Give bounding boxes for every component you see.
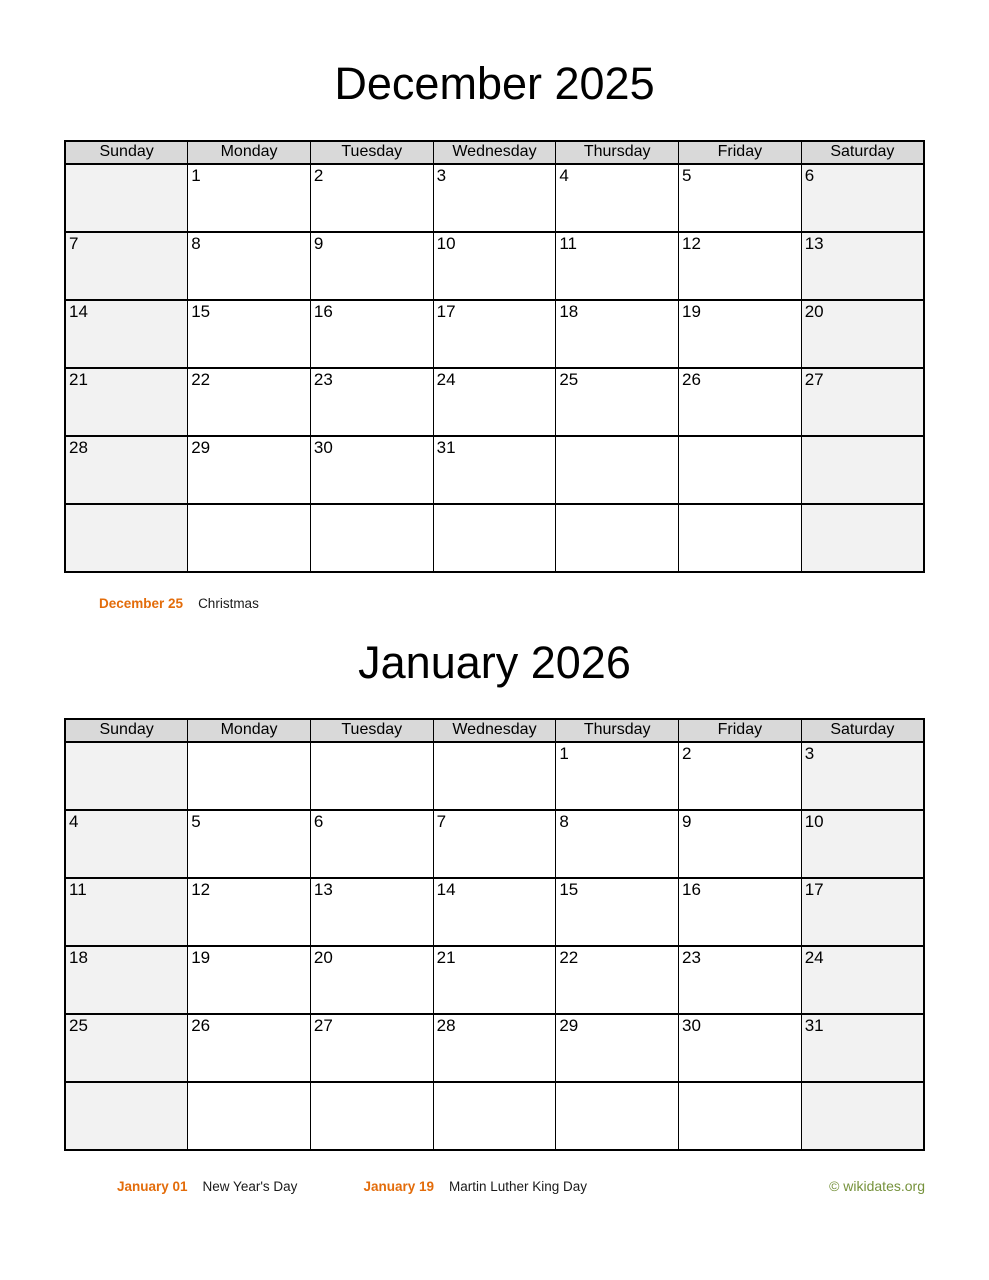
week-row — [65, 232, 924, 300]
day-cell-31: 31 — [801, 1014, 924, 1082]
week-row — [65, 878, 924, 946]
day-cell-14: 14 — [65, 300, 188, 368]
day-cell-12: 12 — [188, 878, 311, 946]
day-cell-21: 21 — [433, 946, 556, 1014]
weekday-header-row — [65, 141, 924, 164]
day-cell-10: 10 — [433, 232, 556, 300]
day-cell-3: 3 — [433, 164, 556, 232]
day-cell-30: 30 — [679, 1014, 802, 1082]
week-row — [65, 164, 924, 232]
footer — [64, 1178, 925, 1195]
day-cell-empty — [188, 1082, 311, 1150]
day-cell-27: 27 — [801, 368, 924, 436]
day-cell-8: 8 — [556, 810, 679, 878]
day-cell-empty — [801, 504, 924, 572]
weekday-header-thursday: Thursday — [556, 719, 679, 742]
week-row — [65, 742, 924, 810]
calendar-table-december — [64, 140, 925, 573]
day-cell-21: 21 — [65, 368, 188, 436]
day-cell-empty — [679, 504, 802, 572]
day-cell-31: 31 — [433, 436, 556, 504]
holiday-label-mlk-day: Martin Luther King Day — [448, 1178, 588, 1194]
day-cell-8: 8 — [188, 232, 311, 300]
day-cell-28: 28 — [433, 1014, 556, 1082]
day-cell-empty — [65, 164, 188, 232]
day-cell-14: 14 — [433, 878, 556, 946]
day-cell-16: 16 — [310, 300, 433, 368]
day-cell-empty — [65, 504, 188, 572]
holiday-notes-december — [64, 596, 925, 612]
day-cell-1: 1 — [556, 742, 679, 810]
day-cell-18: 18 — [65, 946, 188, 1014]
day-cell-2: 2 — [310, 164, 433, 232]
day-cell-1: 1 — [188, 164, 311, 232]
day-cell-23: 23 — [679, 946, 802, 1014]
day-cell-empty — [65, 1082, 188, 1150]
day-cell-3: 3 — [801, 742, 924, 810]
day-cell-19: 19 — [188, 946, 311, 1014]
day-cell-empty — [433, 742, 556, 810]
day-cell-27: 27 — [310, 1014, 433, 1082]
week-row — [65, 368, 924, 436]
day-cell-7: 7 — [433, 810, 556, 878]
day-cell-20: 20 — [310, 946, 433, 1014]
day-cell-15: 15 — [556, 878, 679, 946]
day-cell-16: 16 — [679, 878, 802, 946]
day-cell-17: 17 — [433, 300, 556, 368]
day-cell-29: 29 — [188, 436, 311, 504]
day-cell-empty — [679, 436, 802, 504]
day-cell-17: 17 — [801, 878, 924, 946]
week-row — [65, 810, 924, 878]
day-cell-empty — [188, 504, 311, 572]
day-cell-empty — [679, 1082, 802, 1150]
day-cell-23: 23 — [310, 368, 433, 436]
day-cell-7: 7 — [65, 232, 188, 300]
day-cell-empty — [801, 1082, 924, 1150]
day-cell-25: 25 — [556, 368, 679, 436]
day-cell-11: 11 — [556, 232, 679, 300]
day-cell-22: 22 — [188, 368, 311, 436]
day-cell-9: 9 — [310, 232, 433, 300]
week-row — [65, 1082, 924, 1150]
day-cell-13: 13 — [310, 878, 433, 946]
day-cell-11: 11 — [65, 878, 188, 946]
day-cell-empty — [188, 742, 311, 810]
holiday-label-christmas: Christmas — [198, 596, 259, 612]
week-row — [65, 300, 924, 368]
holiday-date-mlk-day: January 19 — [363, 1178, 434, 1194]
day-cell-empty — [556, 1082, 679, 1150]
day-cell-6: 6 — [310, 810, 433, 878]
day-cell-5: 5 — [188, 810, 311, 878]
day-cell-13: 13 — [801, 232, 924, 300]
day-cell-12: 12 — [679, 232, 802, 300]
week-row — [65, 504, 924, 572]
wikidates-copyright: © wikidates.org — [829, 1177, 925, 1194]
day-cell-28: 28 — [65, 436, 188, 504]
day-cell-empty — [433, 1082, 556, 1150]
weekday-header-saturday: Saturday — [801, 141, 924, 164]
month-title-december: December 2025 — [334, 58, 655, 109]
weekday-header-friday: Friday — [679, 141, 802, 164]
day-cell-10: 10 — [801, 810, 924, 878]
holiday-date-christmas: December 25 — [99, 596, 184, 612]
day-cell-9: 9 — [679, 810, 802, 878]
weekday-header-monday: Monday — [188, 719, 311, 742]
day-cell-25: 25 — [65, 1014, 188, 1082]
calendar-table-january — [64, 718, 925, 1151]
month-section-december-2025 — [64, 60, 925, 612]
day-cell-26: 26 — [679, 368, 802, 436]
day-cell-19: 19 — [679, 300, 802, 368]
holiday-label-new-years-day: New Year's Day — [202, 1178, 298, 1194]
day-cell-5: 5 — [679, 164, 802, 232]
weekday-header-tuesday: Tuesday — [310, 719, 433, 742]
weekday-header-wednesday: Wednesday — [433, 141, 556, 164]
day-cell-4: 4 — [556, 164, 679, 232]
weekday-header-thursday: Thursday — [556, 141, 679, 164]
day-cell-2: 2 — [679, 742, 802, 810]
day-cell-30: 30 — [310, 436, 433, 504]
day-cell-empty — [310, 1082, 433, 1150]
weekday-header-tuesday: Tuesday — [310, 141, 433, 164]
day-cell-4: 4 — [65, 810, 188, 878]
day-cell-18: 18 — [556, 300, 679, 368]
week-row — [65, 1014, 924, 1082]
day-cell-26: 26 — [188, 1014, 311, 1082]
week-row — [65, 436, 924, 504]
weekday-header-saturday: Saturday — [801, 719, 924, 742]
calendar-page — [0, 60, 989, 1280]
weekday-header-friday: Friday — [679, 719, 802, 742]
weekday-header-sunday: Sunday — [65, 141, 188, 164]
day-cell-24: 24 — [801, 946, 924, 1014]
month-title-january: January 2026 — [358, 637, 631, 689]
day-cell-22: 22 — [556, 946, 679, 1014]
day-cell-15: 15 — [188, 300, 311, 368]
holiday-date-new-years-day: January 01 — [117, 1178, 188, 1194]
day-cell-empty — [556, 436, 679, 504]
day-cell-empty — [65, 742, 188, 810]
weekday-header-row — [65, 719, 924, 742]
day-cell-29: 29 — [556, 1014, 679, 1082]
day-cell-empty — [801, 436, 924, 504]
weekday-header-wednesday: Wednesday — [433, 719, 556, 742]
day-cell-empty — [556, 504, 679, 572]
month-section-january-2026 — [64, 639, 925, 1194]
week-row — [65, 946, 924, 1014]
day-cell-6: 6 — [801, 164, 924, 232]
weekday-header-monday: Monday — [188, 141, 311, 164]
day-cell-24: 24 — [433, 368, 556, 436]
day-cell-empty — [310, 742, 433, 810]
weekday-header-sunday: Sunday — [65, 719, 188, 742]
day-cell-20: 20 — [801, 300, 924, 368]
day-cell-empty — [433, 504, 556, 572]
day-cell-empty — [310, 504, 433, 572]
